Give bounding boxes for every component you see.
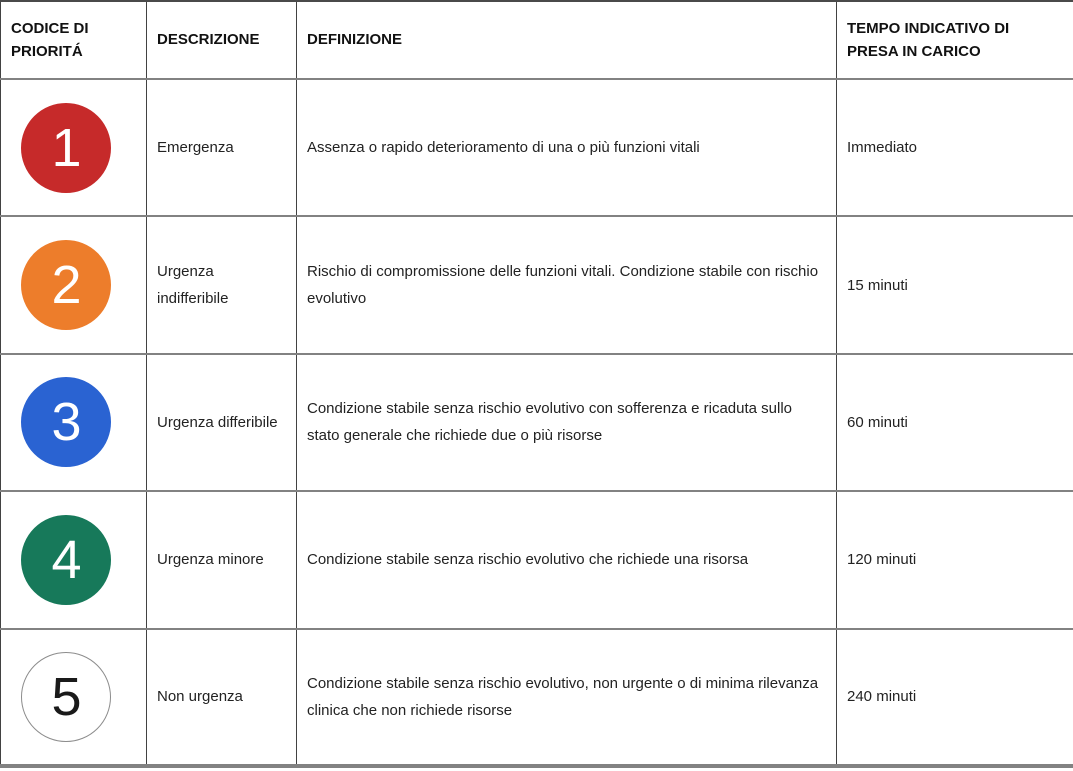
- priority-number: 5: [51, 666, 81, 727]
- priority-number: 2: [51, 255, 81, 316]
- priority-badge-5: [21, 652, 111, 742]
- table-row-non-urgenza: [1, 629, 1073, 766]
- tempo-cell: 240 minuti: [837, 629, 1073, 766]
- priority-badge-2: [21, 240, 111, 330]
- table-row-urgenza-indifferibile: [1, 216, 1073, 353]
- table-row-urgenza-minore: [1, 491, 1073, 628]
- priority-number: 3: [51, 392, 81, 453]
- header-definizione: DEFINIZIONE: [297, 1, 837, 79]
- descrizione-cell: Urgenza minore: [147, 491, 297, 628]
- descrizione-cell: Urgenza differibile: [147, 354, 297, 491]
- definizione-cell: Assenza o rapido deterioramento di una o più funzioni vitali: [297, 79, 837, 216]
- priority-code-cell: [1, 354, 147, 491]
- priority-badge-3: [21, 377, 111, 467]
- priority-code-cell: [1, 79, 147, 216]
- header-codice-priorita: CODICE DI PRIORITÁ: [1, 1, 147, 79]
- definizione-cell: Condizione stabile senza rischio evolutivo che richiede una risorsa: [297, 491, 837, 628]
- priority-code-cell: [1, 491, 147, 628]
- table-header: [1, 1, 1073, 79]
- priority-number: 4: [51, 529, 81, 590]
- tempo-cell: 15 minuti: [837, 216, 1073, 353]
- definizione-cell: Condizione stabile senza rischio evolutivo, non urgente o di minima rilevanza clinica che non richiede risorse: [297, 629, 837, 766]
- descrizione-cell: Non urgenza: [147, 629, 297, 766]
- header-tempo-presa-in-carico: TEMPO INDICATIVO DI PRESA IN CARICO: [837, 1, 1073, 79]
- tempo-cell: Immediato: [837, 79, 1073, 216]
- priority-code-cell: [1, 629, 147, 766]
- descrizione-cell: Urgenza indifferibile: [147, 216, 297, 353]
- tempo-cell: 60 minuti: [837, 354, 1073, 491]
- table-row-emergenza: [1, 79, 1073, 216]
- priority-badge-1: [21, 103, 111, 193]
- priority-code-cell: [1, 216, 147, 353]
- header-descrizione: DESCRIZIONE: [147, 1, 297, 79]
- header-row: [1, 1, 1073, 79]
- priority-number: 1: [51, 117, 81, 178]
- table-body: [1, 79, 1073, 766]
- table-row-urgenza-differibile: [1, 354, 1073, 491]
- definizione-cell: Rischio di compromissione delle funzioni vitali. Condizione stabile con rischio evolutivo: [297, 216, 837, 353]
- tempo-cell: 120 minuti: [837, 491, 1073, 628]
- priority-badge-4: [21, 515, 111, 605]
- descrizione-cell: Emergenza: [147, 79, 297, 216]
- definizione-cell: Condizione stabile senza rischio evolutivo con sofferenza e ricaduta sullo stato generale che richiede due o più risorse: [297, 354, 837, 491]
